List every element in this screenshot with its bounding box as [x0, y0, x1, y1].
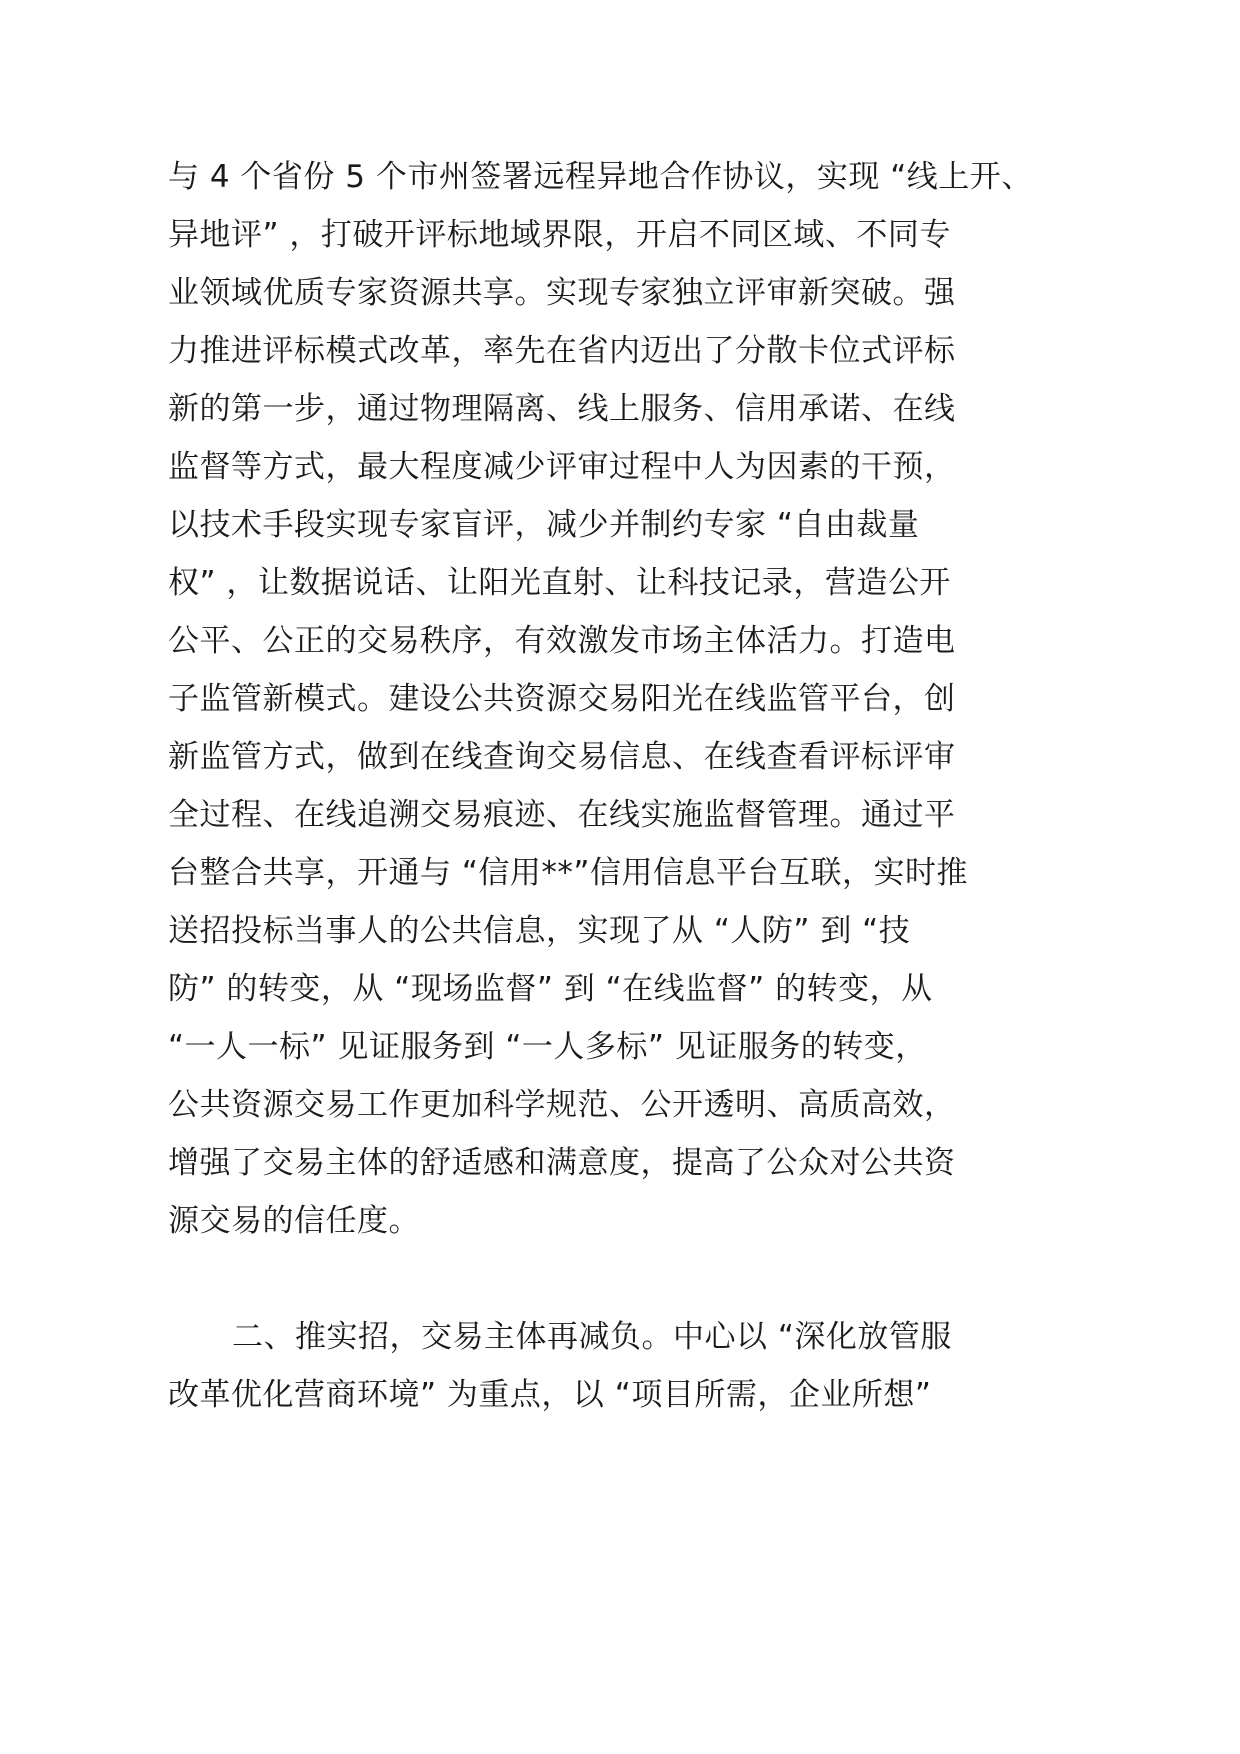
section-two-paragraph: [168, 1308, 958, 1424]
text-line: 台整合共享，开通与 “信用**”信用信息平台互联，实时推: [168, 855, 968, 891]
text-line: 源交易的信任度。: [168, 1203, 420, 1239]
body-paragraph: [168, 148, 1033, 1250]
text-line: 公平、公正的交易秩序，有效激发市场主体活力。打造电: [168, 623, 956, 659]
text-line: 新监管方式，做到在线查询交易信息、在线查看评标评审: [168, 739, 956, 775]
text-line: 以技术手段实现专家盲评，减少并制约专家 “自由裁量: [168, 507, 920, 543]
paragraph-spacer: [168, 1250, 958, 1308]
text-line: 与 4 个省份 5 个市州签署远程异地合作协议，实现 “线上开、: [168, 159, 1033, 195]
text-line: 新的第一步，通过物理隔离、线上服务、信用承诺、在线: [168, 391, 956, 427]
section-heading-line: 二、推实招，交易主体再减负。中心以 “深化放管服: [232, 1319, 952, 1355]
text-line: “一人一标” 见证服务到 “一人多标” 见证服务的转变，: [168, 1029, 927, 1065]
text-line: 权” ，让数据说话、让阳光直射、让科技记录，营造公开: [168, 565, 951, 601]
text-line: 增强了交易主体的舒适感和满意度，提高了公众对公共资: [168, 1145, 956, 1181]
text-line: 送招投标当事人的公共信息，实现了从 “人防” 到 “技: [168, 913, 911, 949]
text-line: 公共资源交易工作更加科学规范、公开透明、高质高效，: [168, 1087, 956, 1123]
text-line: 业领域优质专家资源共享。实现专家独立评审新突破。强: [168, 275, 956, 311]
text-line: 子监管新模式。建设公共资源交易阳光在线监管平台，创: [168, 681, 956, 717]
text-line: 改革优化营商环境” 为重点，以 “项目所需，企业所想”: [168, 1377, 932, 1413]
text-line: 异地评” ，打破开评标地域界限，开启不同区域、不同专: [168, 217, 951, 253]
document-page: [168, 148, 1033, 1424]
text-line: 防” 的转变，从 “现场监督” 到 “在线监督” 的转变，从: [168, 971, 933, 1007]
text-line: 全过程、在线追溯交易痕迹、在线实施监督管理。通过平: [168, 797, 956, 833]
text-line: 力推进评标模式改革，率先在省内迈出了分散卡位式评标: [168, 333, 956, 369]
text-line: 监督等方式，最大程度减少评审过程中人为因素的干预，: [168, 449, 956, 485]
